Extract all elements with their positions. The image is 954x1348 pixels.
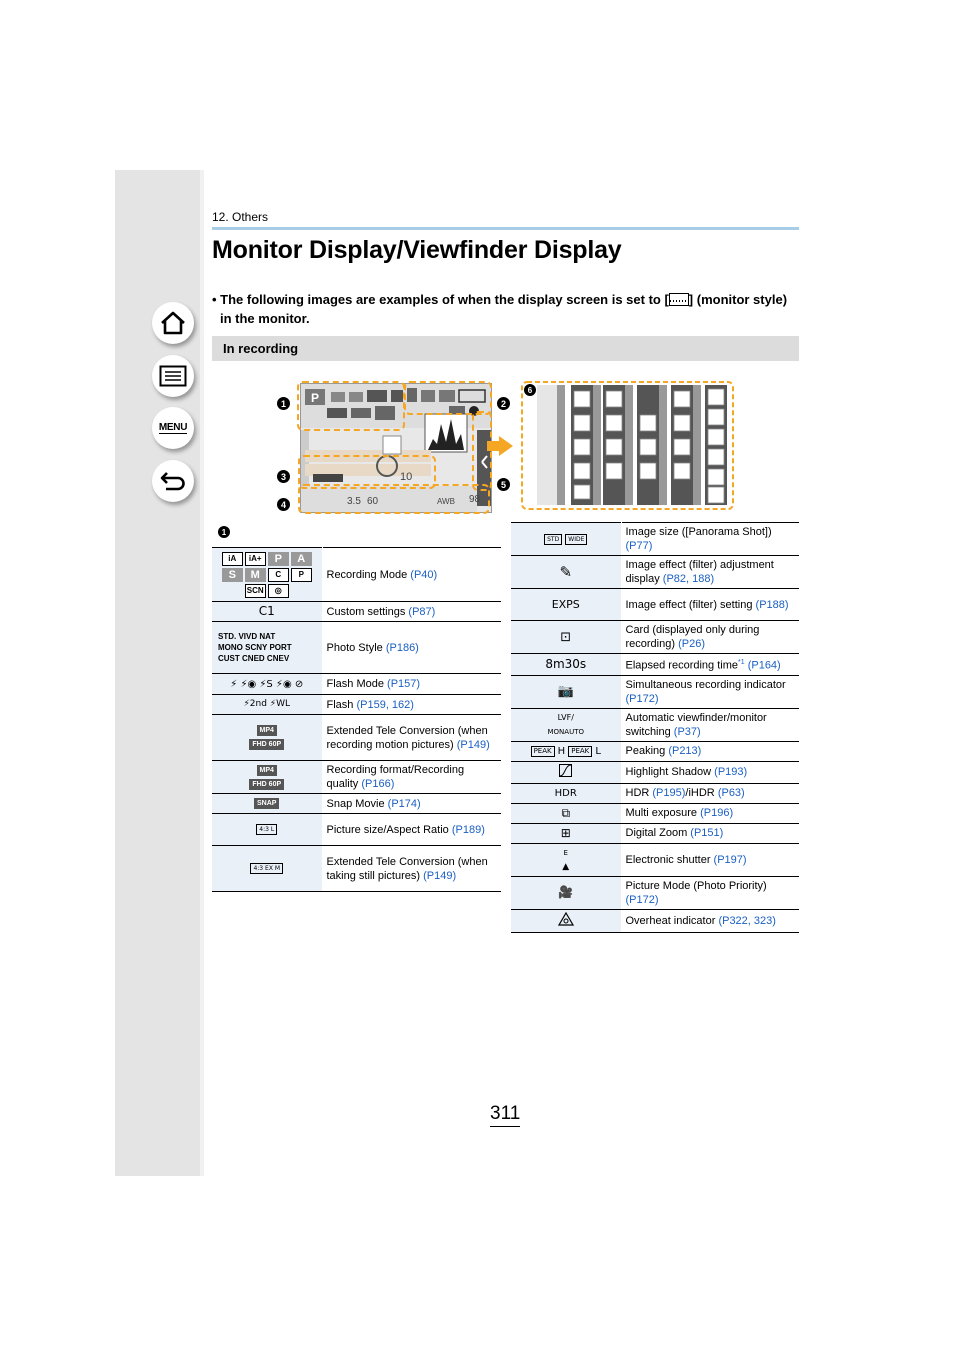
- page-link[interactable]: (P149): [456, 738, 490, 751]
- orange-arrow-icon: [499, 436, 513, 456]
- page-link[interactable]: (P26): [678, 638, 705, 650]
- callout-6: 6: [524, 384, 536, 396]
- row-desc: Photo Style (P186): [322, 622, 501, 674]
- area-2-outline: [404, 381, 492, 415]
- svg-text:98: 98: [469, 494, 481, 505]
- row-desc: Automatic viewfinder/monitor switching (P37): [621, 708, 799, 741]
- mode-p-text: P: [311, 391, 320, 405]
- row-desc: Image size ([Panorama Shot]) (P77): [621, 523, 799, 556]
- return-arrow-icon: [160, 470, 186, 492]
- area-1-outline: [297, 381, 405, 431]
- intro-bullet: [212, 290, 802, 328]
- row-desc: Flash (P159, 162): [322, 695, 501, 715]
- rec-format-icon: MP4 FHD 60P: [212, 761, 322, 794]
- right-icon-table: [511, 522, 799, 933]
- list-icon: [159, 365, 187, 387]
- callout-2: 2: [497, 397, 510, 410]
- photo-style-icons: STD. VIVD NAT MONO SCNY PORT CUST CNED CNEV: [212, 622, 322, 674]
- table-row: [212, 814, 501, 846]
- page-link[interactable]: (P82, 188): [662, 573, 715, 585]
- row-desc: Multi exposure (P196): [621, 803, 799, 823]
- table-row: [511, 675, 799, 708]
- page-link[interactable]: (P149): [423, 869, 457, 882]
- page-link[interactable]: (P188): [755, 598, 789, 611]
- table-row: [511, 761, 799, 783]
- row-desc: Extended Tele Conversion (when recording motion pictures) (P149): [322, 715, 501, 761]
- left-icon-table: [212, 547, 501, 892]
- highlight-shadow-icon: [511, 761, 621, 783]
- home-icon: [160, 311, 186, 335]
- bullet-text-after: ] (monitor style) in the monitor.: [220, 292, 788, 326]
- elapsed-time-icon: 8m30s: [511, 654, 621, 676]
- row-desc: Picture Mode (Photo Priority) (P172): [621, 876, 799, 909]
- panorama-size-icon: STD WIDE: [511, 523, 621, 556]
- page-link[interactable]: (P196): [700, 807, 734, 820]
- page-link[interactable]: (P157): [387, 678, 421, 690]
- table-row: [511, 843, 799, 876]
- monitor-style-icon: [669, 293, 689, 306]
- image-effect-setting-icon: EXPS: [511, 589, 621, 621]
- header-rule: [212, 227, 799, 230]
- table-row: [511, 909, 799, 932]
- custom-settings-icon: C1: [212, 602, 322, 622]
- monitor-count-text: 10: [400, 471, 413, 483]
- page-number: 311: [490, 1103, 521, 1124]
- page-link[interactable]: (P63): [717, 787, 745, 800]
- table-row: [511, 523, 799, 556]
- page-link[interactable]: (P197): [713, 853, 747, 866]
- svg-text:AWB: AWB: [437, 497, 455, 506]
- page-link[interactable]: (P172): [625, 893, 659, 906]
- callout-4: 4: [277, 498, 290, 511]
- recording-mode-icons: iA iA+ P A S M C P SCN ◎: [212, 548, 322, 602]
- page-link[interactable]: (P322, 323): [718, 914, 776, 927]
- digital-zoom-icon: ⊞: [511, 823, 621, 843]
- table-row: [212, 846, 501, 892]
- page-link[interactable]: (P164): [744, 659, 781, 672]
- row-desc: Peaking (P213): [621, 741, 799, 761]
- area-4-outline: [298, 484, 490, 514]
- lvf-mon-auto-icon: LVF/ MONAUTO: [511, 708, 621, 741]
- card-icon: ⊡: [511, 621, 621, 654]
- row-desc: Image effect (filter) setting (P188): [621, 589, 799, 621]
- touch-tab-illustration: [521, 381, 734, 510]
- svg-text:3.5: 3.5: [347, 496, 361, 507]
- image-effect-adjust-icon: ✎: [511, 556, 621, 589]
- row-desc: Highlight Shadow (P193): [621, 761, 799, 783]
- page-link[interactable]: (P151): [690, 827, 724, 840]
- section-heading-band: [212, 336, 799, 361]
- row-desc: Simultaneous recording indicator (P172): [621, 675, 799, 708]
- row-desc: Overheat indicator (P322, 323): [621, 909, 799, 932]
- table-row: [212, 548, 501, 602]
- table-row: [212, 695, 501, 715]
- callout-1: 1: [277, 397, 290, 410]
- row-desc: Recording format/Recording quality (P166): [322, 761, 501, 794]
- flash-icons: ⚡2nd ⚡WL: [212, 695, 322, 715]
- page-link[interactable]: (P40): [410, 568, 438, 581]
- row-desc: Digital Zoom (P151): [621, 823, 799, 843]
- table-row: [511, 783, 799, 803]
- table-row: [511, 741, 799, 761]
- hdr-icon: HDR: [511, 783, 621, 803]
- flash-mode-icons: ⚡ ⚡◉ ⚡S ⚡◉ ⊘: [212, 674, 322, 695]
- page-link[interactable]: (P87): [408, 605, 436, 618]
- menu-label: MENU: [158, 422, 188, 433]
- page-link[interactable]: (P166): [361, 778, 395, 790]
- row-desc: Electronic shutter (P197): [621, 843, 799, 876]
- area-5-outline: [472, 411, 492, 491]
- row-desc: Flash Mode (P157): [322, 674, 501, 695]
- callout-5: 5: [497, 478, 510, 491]
- camera-icon: 📷: [511, 675, 621, 708]
- touch-tab-icons: [521, 381, 734, 510]
- page-link[interactable]: (P186): [385, 641, 419, 654]
- table-row: [212, 794, 501, 814]
- row-desc: Snap Movie (P174): [322, 794, 501, 814]
- page-title: Monitor Display/Viewfinder Display: [212, 236, 622, 264]
- chapter-label: 12. Others: [212, 210, 269, 224]
- table-1-marker: 1: [218, 526, 230, 538]
- page-link[interactable]: (P172): [625, 692, 659, 705]
- section-heading: In recording: [223, 341, 299, 356]
- home-button[interactable]: [152, 302, 194, 344]
- page-link[interactable]: (P159, 162): [356, 698, 414, 711]
- picture-mode-icon: 🎥: [511, 876, 621, 909]
- table-row: [212, 602, 501, 622]
- page-link[interactable]: (P213): [668, 745, 702, 758]
- row-desc: Custom settings (P87): [322, 602, 501, 622]
- table-row: [511, 589, 799, 621]
- callout-3: 3: [277, 470, 290, 483]
- table-row: [212, 622, 501, 674]
- table-row: [511, 803, 799, 823]
- page-link[interactable]: (P174): [387, 797, 421, 810]
- row-desc: HDR (P195)/iHDR (P63): [621, 783, 799, 803]
- multi-exposure-icon: ⧉: [511, 803, 621, 823]
- menu-button[interactable]: [152, 407, 194, 449]
- table-row: [212, 761, 501, 794]
- back-button[interactable]: [152, 460, 194, 502]
- table-row: [511, 621, 799, 654]
- snap-movie-icon: SNAP: [212, 794, 322, 814]
- overheat-icon: [511, 909, 621, 932]
- table-row: [511, 654, 799, 676]
- table-row: [511, 823, 799, 843]
- ex-tele-motion-icon: MP4 FHD 60P: [212, 715, 322, 761]
- footnote-mark: *1: [738, 659, 745, 666]
- contents-button[interactable]: [152, 355, 194, 397]
- row-desc: Extended Tele Conversion (when taking still pictures) (P149): [322, 846, 501, 892]
- electronic-shutter-icon: E ▲: [511, 843, 621, 876]
- page-link[interactable]: (P193): [714, 766, 748, 779]
- row-desc: Recording Mode (P40): [322, 548, 501, 602]
- ex-tele-still-icon: 4:3 EX M: [212, 846, 322, 892]
- table-row: [511, 708, 799, 741]
- peaking-icon: PEAK H PEAK L: [511, 741, 621, 761]
- table-row: [212, 715, 501, 761]
- table-row: [212, 674, 501, 695]
- svg-text:60: 60: [367, 496, 379, 507]
- page-link[interactable]: (P37): [673, 725, 701, 738]
- bullet-text-before: • The following images are examples of when the display screen is set to [: [212, 292, 669, 307]
- picture-size-icon: 4:3 L: [212, 814, 322, 846]
- page-link[interactable]: (P189): [451, 823, 485, 836]
- page-link[interactable]: (P77): [625, 540, 653, 552]
- table-row: [511, 876, 799, 909]
- row-desc: Image effect (filter) adjustment display (P82, 188): [621, 556, 799, 589]
- table-row: [511, 556, 799, 589]
- row-desc: Card (displayed only during recording) (P26): [621, 621, 799, 654]
- row-desc: Picture size/Aspect Ratio (P189): [322, 814, 501, 846]
- page-link[interactable]: (P195): [652, 787, 686, 800]
- row-desc: Elapsed recording time$^{*1}$ (P164): [621, 654, 799, 676]
